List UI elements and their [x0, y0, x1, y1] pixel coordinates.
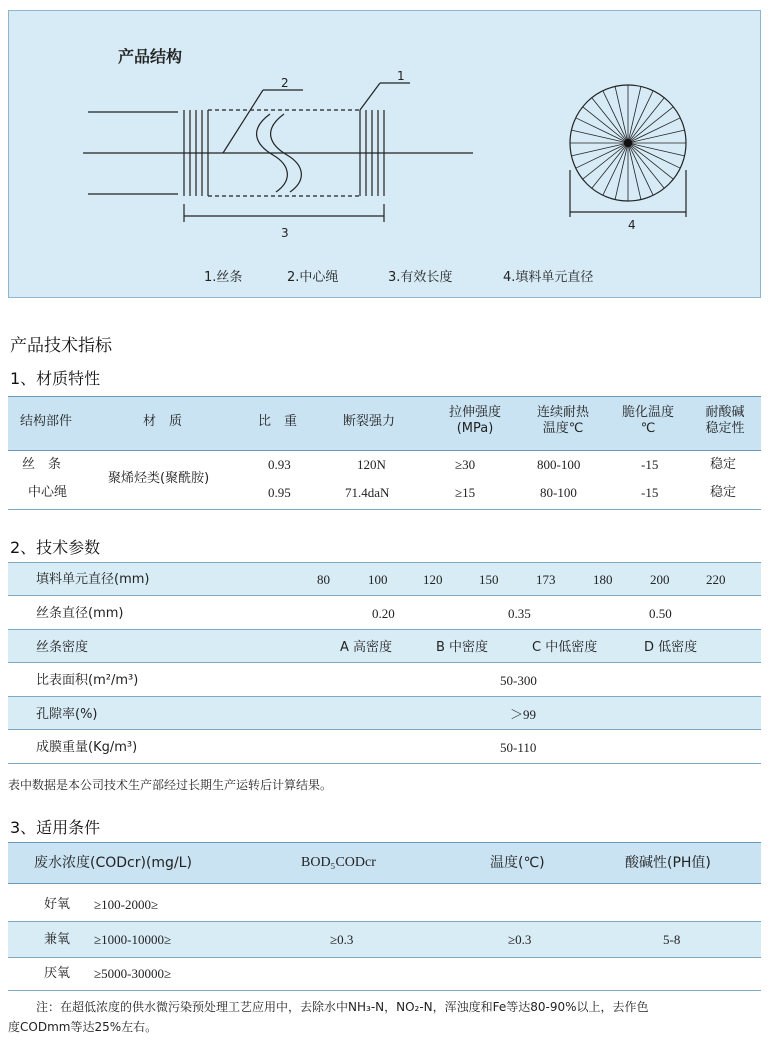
legend-item-3: 3.有效长度 — [388, 270, 453, 285]
material-header-part: 结构部件 — [20, 414, 73, 429]
material-header-heat: 连续耐热 温度℃ — [536, 405, 589, 436]
material-row-2-brittle: -15 — [641, 485, 659, 500]
params-section-title: 2、技术参数 — [10, 538, 101, 557]
params-bottom-rule — [8, 763, 761, 764]
param-diameter-180: 180 — [593, 572, 613, 587]
cond-row-aerobic-type: 好氧 — [44, 897, 71, 912]
param-film-weight-value: 50-110 — [500, 740, 537, 755]
param-density-c: C 中低密度 — [532, 640, 598, 655]
material-header-stability: 耐酸碱 稳定性 — [705, 405, 745, 436]
params-rule — [8, 662, 761, 663]
legend-item-1: 1.丝条 — [204, 270, 243, 285]
label-3: 3 — [281, 226, 289, 240]
param-diameter-120: 120 — [423, 572, 443, 587]
params-rule — [8, 629, 761, 630]
params-rule — [8, 696, 761, 697]
conditions-rule — [8, 957, 761, 958]
label-2: 2 — [281, 76, 289, 90]
cond-row-anaerobic-range: ≥5000-30000≥ — [94, 966, 172, 981]
param-diameter-100: 100 — [368, 572, 388, 587]
material-header-tensile: 拉伸强度 (MPa) — [448, 405, 501, 436]
param-diameter-220: 220 — [706, 572, 726, 587]
spoke-line — [576, 118, 628, 143]
params-rule — [8, 595, 761, 596]
material-row-1-part: 丝 条 — [22, 457, 62, 472]
structure-diagram — [8, 10, 761, 298]
cond-header-bod: BOD₅CODcr — [301, 855, 376, 870]
param-filament-0-35: 0.35 — [508, 606, 531, 621]
legend-item-2: 2.中心绳 — [287, 270, 339, 285]
param-diameter-200: 200 — [650, 572, 670, 587]
param-label-porosity: 孔隙率(%) — [36, 707, 98, 722]
conditions-note-line-1: 注：在超低浓度的供水微污染预处理工艺应用中，去除水中NH₃-N，NO₂-N，浑浊度和Fe等达80-90%以上，去作色 — [36, 1000, 649, 1014]
param-diameter-80: 80 — [317, 572, 330, 587]
spoke-line — [603, 91, 628, 143]
material-header-material: 材 质 — [143, 414, 183, 429]
diagram-title: 产品结构 — [118, 47, 183, 66]
label-1: 1 — [397, 69, 405, 83]
material-row-1-strength: 120N — [357, 457, 386, 472]
material-table-bottom-rule — [8, 509, 761, 510]
label-4: 4 — [628, 218, 636, 232]
material-row-2-density: 0.95 — [268, 485, 291, 500]
material-header-strength: 断裂强力 — [343, 414, 396, 429]
conditions-section-title: 3、适用条件 — [10, 818, 101, 837]
param-label-surface-area: 比表面积(m²/m³) — [36, 673, 139, 688]
spoke-line — [628, 143, 653, 195]
cond-header-temp: 温度(℃) — [490, 855, 545, 871]
material-row-2-stability: 稳定 — [710, 485, 737, 500]
param-density-d: D 低密度 — [644, 640, 698, 655]
param-diameter-150: 150 — [479, 572, 499, 587]
spoke-line — [628, 143, 680, 168]
param-filament-0-20: 0.20 — [372, 606, 395, 621]
material-section-title: 1、材质特性 — [10, 369, 101, 388]
param-density-a: A 高密度 — [340, 640, 393, 655]
cond-row-aerobic-range: ≥100-2000≥ — [94, 897, 159, 912]
material-row-2-part: 中心绳 — [28, 485, 68, 500]
params-note: 表中数据是本公司技术生产部经过长期生产运转后计算结果。 — [8, 778, 333, 792]
param-diameter-173: 173 — [536, 572, 556, 587]
material-row-2-strength: 71.4daN — [345, 485, 390, 500]
params-row-band-5 — [8, 697, 761, 729]
cond-row-facultative-type: 兼氧 — [44, 932, 71, 947]
param-density-b: B 中密度 — [436, 640, 489, 655]
material-row-2-tensile: ≥15 — [455, 485, 476, 500]
material-header-density: 比 重 — [258, 414, 298, 429]
cond-header-ph: 酸碱性(PH值) — [625, 855, 711, 871]
material-header-brittle: 脆化温度 ℃ — [621, 405, 674, 436]
param-label-density: 丝条密度 — [36, 640, 89, 655]
legend-item-4: 4.填料单元直径 — [503, 270, 594, 285]
spoke-line — [576, 143, 628, 168]
material-name: 聚烯烃类(聚酰胺) — [108, 471, 210, 486]
param-label-filament-diameter: 丝条直径(mm) — [36, 606, 124, 621]
spoke-line — [628, 91, 653, 143]
spoke-line — [603, 143, 628, 195]
param-label-diameter: 填料单元直径(mm) — [36, 572, 150, 587]
param-label-film-weight: 成膜重量(Kg/m³) — [36, 740, 138, 755]
cond-row-anaerobic-type: 厌氧 — [44, 966, 71, 981]
material-row-1-brittle: -15 — [641, 457, 659, 472]
material-row-1-tensile: ≥30 — [455, 457, 476, 472]
conditions-note-line-2: 度CODmm等达25%左右。 — [8, 1020, 158, 1034]
spec-title: 产品技术指标 — [10, 336, 112, 356]
material-row-1-stability: 稳定 — [710, 457, 737, 472]
param-porosity-value: ＞99 — [510, 707, 537, 722]
material-row-1-density: 0.93 — [268, 457, 291, 472]
material-row-1-heat: 800-100 — [537, 457, 581, 472]
param-surface-area-value: 50-300 — [500, 673, 537, 688]
cond-row-facultative-range: ≥1000-10000≥ — [94, 932, 172, 947]
material-row-2-heat: 80-100 — [540, 485, 577, 500]
spoke-line — [628, 118, 680, 143]
cond-header-cod: 废水浓度(CODcr)(mg/L) — [34, 855, 192, 871]
param-filament-0-50: 0.50 — [649, 606, 672, 621]
conditions-bottom-rule — [8, 990, 761, 991]
cond-ph-value: 5-8 — [663, 932, 681, 947]
cond-temp-value: ≥0.3 — [508, 932, 532, 947]
params-rule — [8, 729, 761, 730]
cond-bod-value: ≥0.3 — [330, 932, 354, 947]
